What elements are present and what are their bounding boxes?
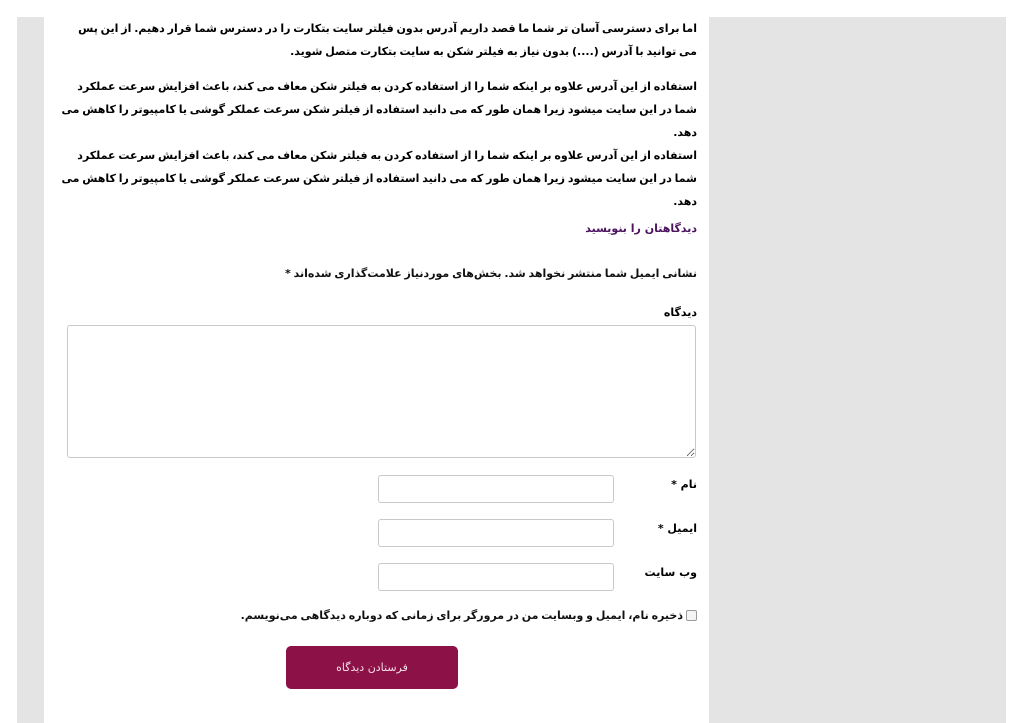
article-paragraph: استفاده از این آدرس علاوه بر اینکه شما را از استفاده کردن به فیلتر شکن معاف می کند، باعث افزایش سرعت عملکرد شما در این سایت میشود زیرا همان طور که می دانید استفاده از فیلتر شکن سرعت عملکر گوشی یا کامپیوتر را کاهش می دهد. (61, 80, 697, 139)
reply-title: دیدگاهتان را بنویسید (585, 222, 697, 235)
save-info-row (241, 609, 697, 622)
article-body (60, 17, 697, 213)
website-label: وب سایت (644, 566, 697, 579)
article-paragraph: استفاده از این آدرس علاوه بر اینکه شما را از استفاده کردن به فیلتر شکن معاف می کند، باعث افزایش سرعت عملکرد شما در این سایت میشود زیرا همان طور که می دانید استفاده از فیلتر شکن سرعت عملکر گوشی یا کامپیوتر را کاهش می دهد. (61, 149, 697, 208)
save-info-checkbox[interactable] (686, 610, 697, 621)
website-field[interactable] (378, 563, 614, 591)
comment-notes: نشانی ایمیل شما منتشر نخواهد شد. بخش‌های موردنیاز علامت‌گذاری شده‌اند * (285, 267, 697, 280)
name-label: نام * (671, 478, 697, 491)
save-info-label: ذخیره نام، ایمیل و وبسایت من در مرورگر برای زمانی که دوباره دیدگاهی می‌نویسم. (240, 609, 683, 622)
email-label: ایمیل * (657, 522, 697, 535)
article-paragraph: اما برای دسترسی آسان تر شما ما قصد داریم آدرس بدون فیلتر سایت بتکارت را در دسترس شما قرار دهیم. از این پس می توانید با آدرس (....) بدون نیاز به فیلتر شکن به سایت بتکارت متصل شوید. (78, 22, 697, 58)
comment-label: دیدگاه (663, 306, 697, 319)
name-field[interactable] (378, 475, 614, 503)
email-field[interactable] (378, 519, 614, 547)
submit-comment-button[interactable]: فرستادن دیدگاه (286, 646, 458, 689)
comment-textarea[interactable] (67, 325, 696, 458)
